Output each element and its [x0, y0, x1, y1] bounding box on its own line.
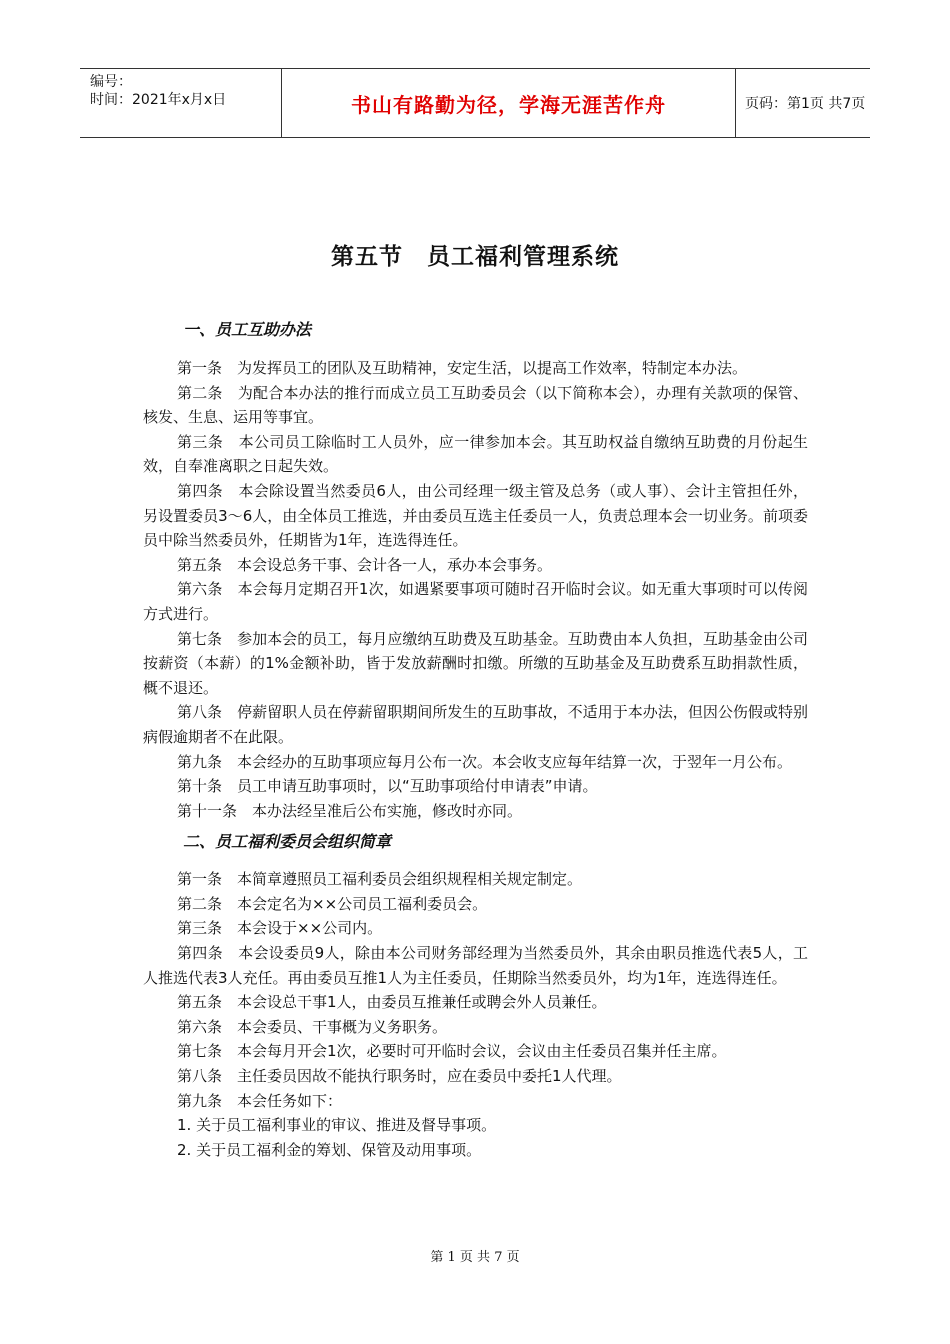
article-paragraph: 第六条 本会每月定期召开1次，如遇紧要事项可随时召开临时会议。如无重大事项时可以传阅方式进行。 [143, 580, 808, 623]
article-paragraph: 第五条 本会设总务干事、会计各一人，承办本会事务。 [177, 555, 553, 574]
article-paragraph: 第七条 本会每月开会1次，必要时可开临时会议，会议由主任委员召集并任主席。 [177, 1042, 727, 1061]
header-table [80, 68, 870, 138]
article-paragraph: 第八条 主任委员因故不能执行职务时，应在委员中委托1人代理。 [177, 1067, 622, 1086]
list-item: 1. 关于员工福利事业的审议、推进及督导事项。 [177, 1116, 497, 1135]
document-body [143, 317, 808, 1162]
article-paragraph: 第二条 为配合本办法的推行而成立员工互助委员会（以下简称本会），办理有关款项的保管、核发、生息、运用等事宜。 [143, 383, 808, 427]
article-paragraph: 第一条 为发挥员工的团队及互助精神，安定生活，以提高工作效率，特制定本办法。 [177, 359, 748, 377]
article-paragraph: 第五条 本会设总干事1人，由委员互推兼任或聘会外人员兼任。 [177, 993, 607, 1012]
article-paragraph: 第二条 本会定名为××公司员工福利委员会。 [177, 894, 488, 913]
article-paragraph: 第六条 本会委员、干事概为义务职务。 [177, 1017, 448, 1036]
page-title: 第五节 员工福利管理系统 [331, 243, 619, 270]
page-footer: 第 1 页 共 7 页 [430, 1250, 520, 1265]
document-number-label: 编号： [90, 74, 132, 90]
article-paragraph: 第一条 本简章遵照员工福利委员会组织规程相关规定制定。 [177, 870, 583, 889]
header-page-number: 页码：第1页 共7页 [745, 96, 866, 112]
article-paragraph: 第四条 本会除设置当然委员6人，由公司经理一级主管及总务（或人事）、会计主管担任外，另设置委员3～6人，由全体员工推选，并由委员互选主任委员一人，负责总理本会一切业务。前项委员中除当然委员外，任期皆为1年，连选得连任。 [143, 481, 808, 550]
list-item: 2. 关于员工福利金的筹划、保管及动用事项。 [177, 1140, 482, 1159]
article-paragraph: 第四条 本会设委员9人，除由本公司财务部经理为当然委员外，其余由职员推选代表5人，工人推选代表3人充任。再由委员互推1人为主任委员，任期除当然委员外，均为1年，连选得连任。 [143, 944, 808, 987]
header-info-cell [80, 69, 280, 137]
article-paragraph: 第十一条 本办法经呈准后公布实施，修改时亦同。 [177, 801, 523, 820]
article-paragraph: 第八条 停薪留职人员在停薪留职期间所发生的互助事故，不适用于本办法，但因公伤假或特别病假逾期者不在此限。 [143, 703, 808, 746]
article-paragraph: 第七条 参加本会的员工，每月应缴纳互助费及互助基金。互助费由本人负担，互助基金由公司按薪资（本薪）的1%金额补助，皆于发放薪酬时扣缴。所缴的互助基金及互助费系互助捐款性质，概不退还。 [143, 629, 808, 697]
article-paragraph: 第九条 本会经办的互助事项应每月公布一次。本会收支应每年结算一次，于翌年一月公布。 [177, 752, 793, 771]
article-paragraph: 第三条 本公司员工除临时工人员外，应一律参加本会。其互助权益自缴纳互助费的月份起生效，自奉准离职之日起失效。 [143, 432, 808, 476]
article-paragraph: 第三条 本会设于××公司内。 [177, 919, 383, 938]
article-paragraph: 第九条 本会任务如下： [177, 1091, 343, 1110]
header-motto: 书山有路勤为径，学海无涯苦作舟 [281, 69, 736, 137]
document-date: 时间：2021年x月x日 [90, 92, 227, 108]
section-heading: 二、员工福利委员会组织简章 [183, 832, 392, 852]
article-paragraph: 第十条 员工申请互助事项时，以“互助事项给付申请表”申请。 [177, 777, 598, 796]
section-heading: 一、员工互助办法 [183, 320, 312, 339]
